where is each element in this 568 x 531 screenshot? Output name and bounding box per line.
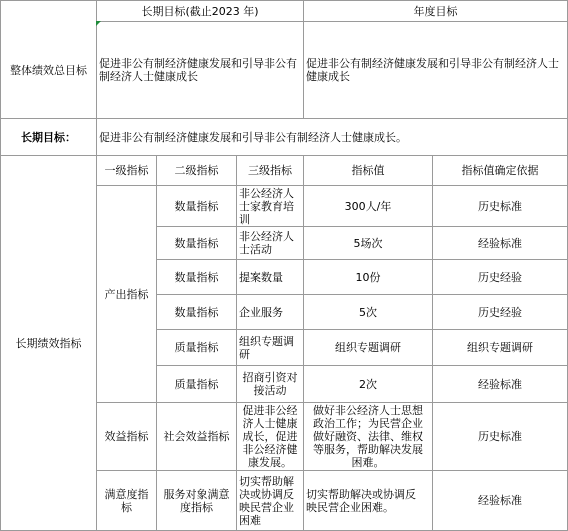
indicators-section-label: 长期绩效指标: [15, 336, 82, 350]
row-4-value: 组织专题调研: [335, 341, 401, 354]
row-5-basis: 经验标准: [478, 377, 522, 391]
column-header-level2: 二级指标: [174, 164, 219, 177]
row-7-level2: 服务对象满意度指标: [163, 487, 230, 514]
row-7-value: 切实帮助解决或协调反映民营企业困难。: [306, 487, 416, 514]
row-6-level2: 社会效益指标: [163, 430, 230, 443]
column-header-level3: 三级指标: [248, 164, 292, 177]
row-2-level2: 数量指标: [174, 270, 219, 284]
row-4-level2: 质量指标: [174, 341, 219, 354]
row-6-level3: 促进非公经济人士健康成长，促进非公经济健康发展。: [242, 404, 298, 469]
row-3-basis: 历史经验: [478, 305, 522, 319]
row-7-basis: 经验标准: [478, 494, 522, 507]
row-0-level3: 非公经济人士家教育培训: [239, 186, 294, 226]
row-0-value: 300人/年: [344, 199, 392, 213]
row-0-basis: 历史标准: [478, 199, 522, 213]
column-header-level1: 一级指标: [104, 164, 149, 177]
row-5-level2: 质量指标: [174, 377, 219, 391]
row-6-basis: 历史标准: [478, 430, 522, 443]
row-5-level3: 招商引资对接活动: [242, 371, 298, 397]
long-term-goal-label: 长期目标：: [21, 130, 76, 144]
overall-goal-label: 整体绩效总目标: [10, 63, 87, 77]
row-3-value: 5次: [359, 305, 377, 319]
row-1-level2: 数量指标: [174, 236, 219, 250]
row-3-level2: 数量指标: [174, 305, 219, 319]
row-2-level3: 提案数量: [239, 270, 283, 284]
row-3-level3: 企业服务: [239, 305, 283, 319]
row-1-value: 5场次: [353, 236, 383, 250]
row-0-level2: 数量指标: [174, 199, 219, 213]
overall-long-term-text: 促进非公有制经济健康发展和引导非公有制经济人士健康成长: [99, 57, 297, 83]
row-4-basis: 组织专题调研: [467, 341, 533, 354]
row-1-basis: 经验标准: [478, 236, 522, 250]
group-output: 产出指标: [104, 287, 149, 301]
row-2-basis: 历史经验: [478, 270, 522, 284]
header-long-term: 长期目标(截止2023 年): [141, 4, 259, 18]
group-satisfaction: 满意度指标: [104, 487, 149, 514]
row-7-level3: 切实帮助解决或协调反映民营企业困难: [239, 474, 294, 527]
header-annual: 年度目标: [413, 4, 458, 18]
column-header-basis: 指标值确定依据: [461, 164, 539, 177]
row-4-level3: 组织专题调研: [239, 334, 294, 361]
group-benefit: 效益指标: [104, 430, 149, 443]
long-term-goal-text: 促进非公有制经济健康发展和引导非公有制经济人士健康成长。: [99, 130, 407, 144]
row-1-level3: 非公经济人士活动: [239, 230, 294, 256]
row-2-value: 10份: [355, 270, 381, 284]
overall-annual-text: 促进非公有制经济健康发展和引导非公有制经济人士健康成长: [306, 57, 559, 83]
column-header-value: 指标值: [351, 164, 385, 177]
row-6-value: 做好非公经济人士思想政治工作；为民营企业做好融资、法律、维权等服务，帮助解决发展困难。: [313, 404, 423, 469]
row-5-value: 2次: [359, 377, 377, 391]
